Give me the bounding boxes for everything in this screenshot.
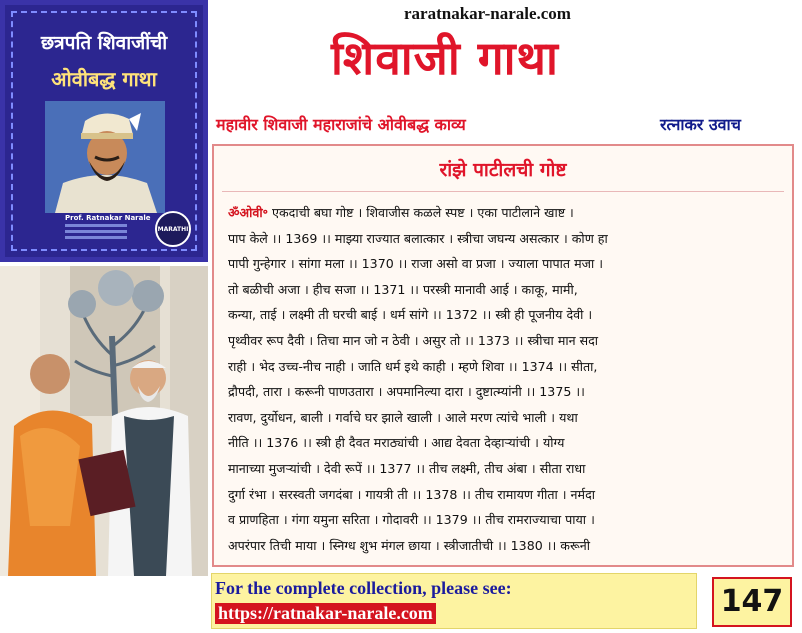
poem-line: पृथ्वीवर रूप दैवी । तिचा मान जो न ठेवी । असुर तो ।। 1373 ।। स्त्रीचा मान सदा — [228, 332, 599, 348]
heading-divider — [222, 191, 784, 192]
poem-line: पापी गुन्हेगार । सांगा मला ।। 1370 ।। राजा असो वा प्रजा । ज्याला पापात मजा । — [228, 256, 604, 272]
author-tag: रत्नाकर उवाच — [660, 115, 741, 134]
book-cover — [0, 0, 208, 262]
site-url: raratnakar-narale.com — [404, 4, 571, 23]
poem-heading: रांझे पाटीलची गोष्ट — [439, 159, 567, 181]
footer-text: For the complete collection, please see: — [215, 578, 512, 598]
poem-line: अपरंपार तिची माया । स्निग्ध शुभ मंगल छाया । स्त्रीजातीची ।। 1380 ।। करूनी — [228, 537, 590, 553]
poem-line: कन्या, ताई । लक्ष्मी ती घरची बाई । धर्म सांगे ।। 1372 ।। स्त्री ही पूजनीय देवी । — [228, 307, 593, 323]
cover-title-line2: ओवीबद्ध गाथा — [51, 67, 157, 91]
meeting-photo — [0, 266, 208, 576]
page-number: 147 — [712, 577, 792, 627]
meeting-photo-illustration — [0, 266, 208, 576]
page-title: शिवाजी गाथा — [331, 31, 559, 85]
poem-line: नीति ।। 1376 ।। स्त्री ही दैवत मराठ्यांची । आद्य देवता देव्हाऱ्यांची । योग्य — [228, 435, 565, 451]
poem-line: रावण, दुर्योधन, बाली । गर्वाचे घर झाले खाली । आले मरण त्यांचे भाली । यथा — [228, 409, 578, 425]
poem-line: दुर्गा रंभा । सरस्वती जगदंबा । गायत्री ती ।। 1378 ।। तीच रामायण गीता । नर्मदा — [228, 486, 596, 502]
poem-line: पाप केले ।। 1369 ।। माझ्या राज्यात बलात्कार । स्त्रीचा जघन्य असत्कार । कोण हा — [228, 230, 608, 246]
ovi-mark-icon: ॐओवी॰ — [228, 205, 268, 220]
cover-decoration — [65, 224, 127, 242]
poem-line: तो बळीची अजा । हीच सजा ।। 1371 ।। परस्त्री मानावी आई । काकू, मामी, — [228, 281, 578, 297]
poem-text — [228, 200, 782, 558]
website-link[interactable]: https://ratnakar-narale.com — [215, 603, 436, 624]
subtitle: महावीर शिवाजी महाराजांचे ओवीबद्ध काव्य — [216, 115, 466, 134]
footer-box — [211, 573, 697, 629]
poem-line: द्रौपदी, तारा । करूनी पाणउतारा । अपमानिल्या दारा । दुष्टात्म्यांनी ।। 1375 ।। — [228, 384, 585, 400]
cover-title-line1: छत्रपति शिवाजींची — [40, 32, 168, 54]
poem-line: व प्राणहिता । गंगा यमुना सरिता । गोदावरी ।। 1379 ।। तीच रामराज्याचा पाया । — [228, 512, 595, 528]
poem-line: राही । भेद उच्च-नीच नाही । जाति धर्म इथे काही । म्हणे शिवा ।। 1374 ।। सीता, — [228, 358, 598, 374]
cover-author: Prof. Ratnakar Narale — [65, 214, 151, 222]
language-badge: MARATHI — [155, 211, 191, 247]
poem-panel — [212, 144, 794, 567]
shivaji-portrait-icon — [45, 101, 165, 213]
poem-line: मानाच्या मुजऱ्यांची । देवी रूपें ।। 1377 ।। तीच लक्ष्मी, तीच अंबा । सीता राधा — [228, 460, 586, 476]
poem-line: ॐओवी॰ एकदाची बघा गोष्ट । शिवाजीस कळले स्पष्ट । एका पाटीलाने खाष्ट । — [228, 205, 574, 220]
